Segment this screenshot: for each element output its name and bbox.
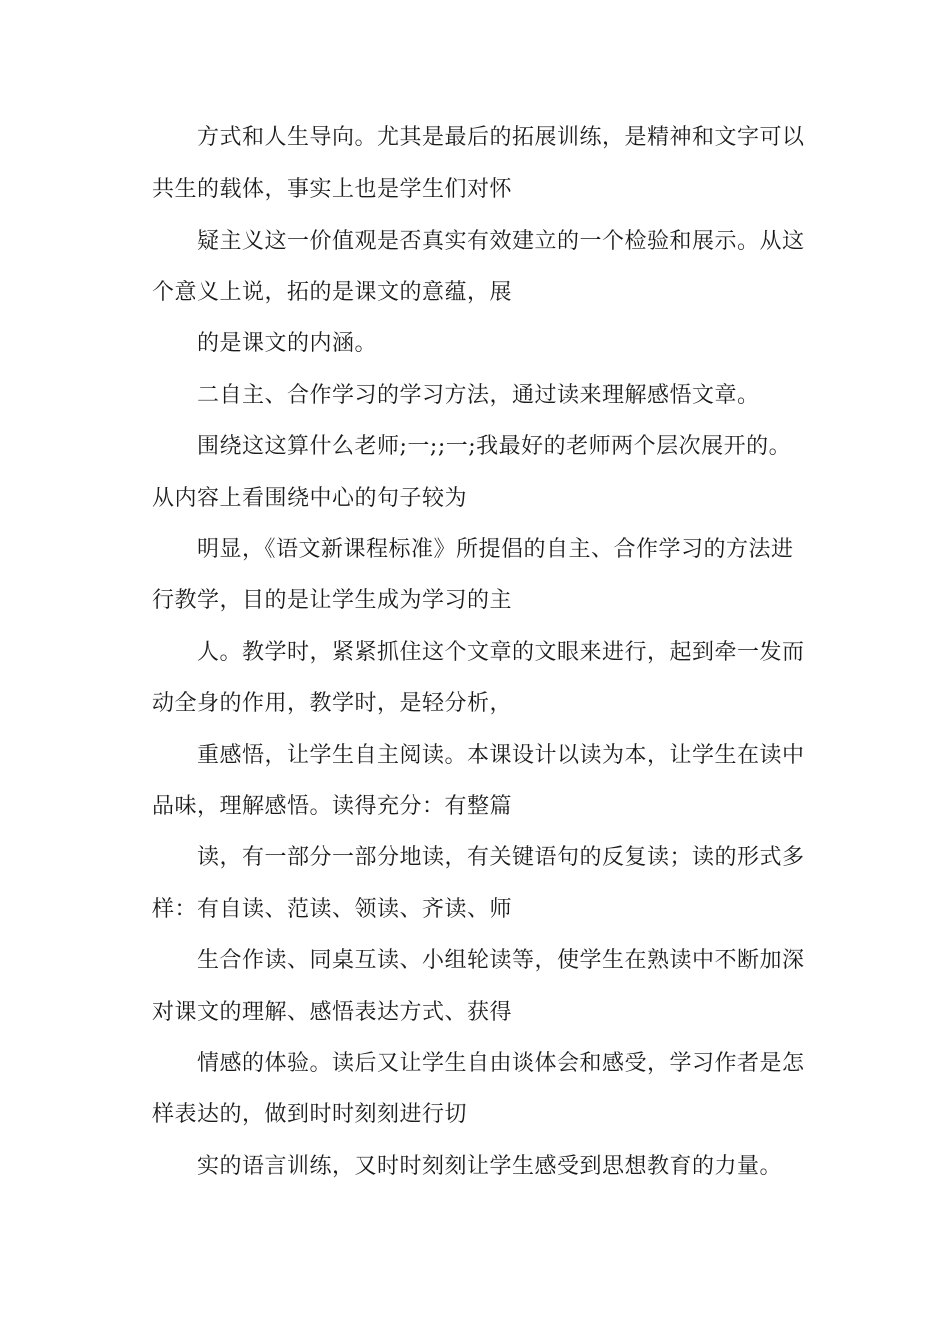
text-line: 明显，《语文新课程标准》所提倡的自主、合作学习的方法进 [197,537,794,562]
text-line: 共生的载体，事实上也是学生们对怀 [152,177,513,202]
text-line: 情感的体验。读后又让学生自由谈体会和感受，学习作者是怎 [197,1051,805,1076]
text-line: 二自主、合作学习的学习方法，通过读来理解感悟文章。 [197,383,760,408]
text-line: 品味，理解感悟。读得充分：有整篇 [152,794,513,819]
text-line: 动全身的作用，教学时，是轻分析， [152,691,513,716]
text-line: 行教学，目的是让学生成为学习的主 [152,588,513,613]
text-line: 样表达的，做到时时刻刻进行切 [152,1102,468,1127]
text-line: 人。教学时，紧紧抓住这个文章的文眼来进行，起到牵一发而 [197,640,805,665]
text-line: 个意义上说，拓的是课文的意蕴，展 [152,280,513,305]
text-line: 围绕这这算什么老师;一;;一;我最好的老师两个层次展开的。 [197,434,792,459]
text-line: 方式和人生导向。尤其是最后的拓展训练，是精神和文字可以 [197,125,805,150]
text-line: 生合作读、同桌互读、小组轮读等，使学生在熟读中不断加深 [197,948,805,973]
text-line: 从内容上看围绕中心的句子较为 [152,486,468,511]
text-line: 对课文的理解、感悟表达方式、获得 [152,1000,513,1025]
text-line: 样：有自读、范读、领读、齐读、师 [152,897,513,922]
text-line: 读，有一部分一部分地读，有关键语句的反复读；读的形式多 [197,845,805,870]
text-line: 疑主义这一价值观是否真实有效建立的一个检验和展示。从这 [197,229,805,254]
text-line: 的是课文的内涵。 [197,331,378,356]
text-line: 重感悟，让学生自主阅读。本课设计以读为本，让学生在读中 [197,743,805,768]
text-line: 实的语言训练，又时时刻刻让学生感受到思想教育的力量。 [197,1154,783,1179]
